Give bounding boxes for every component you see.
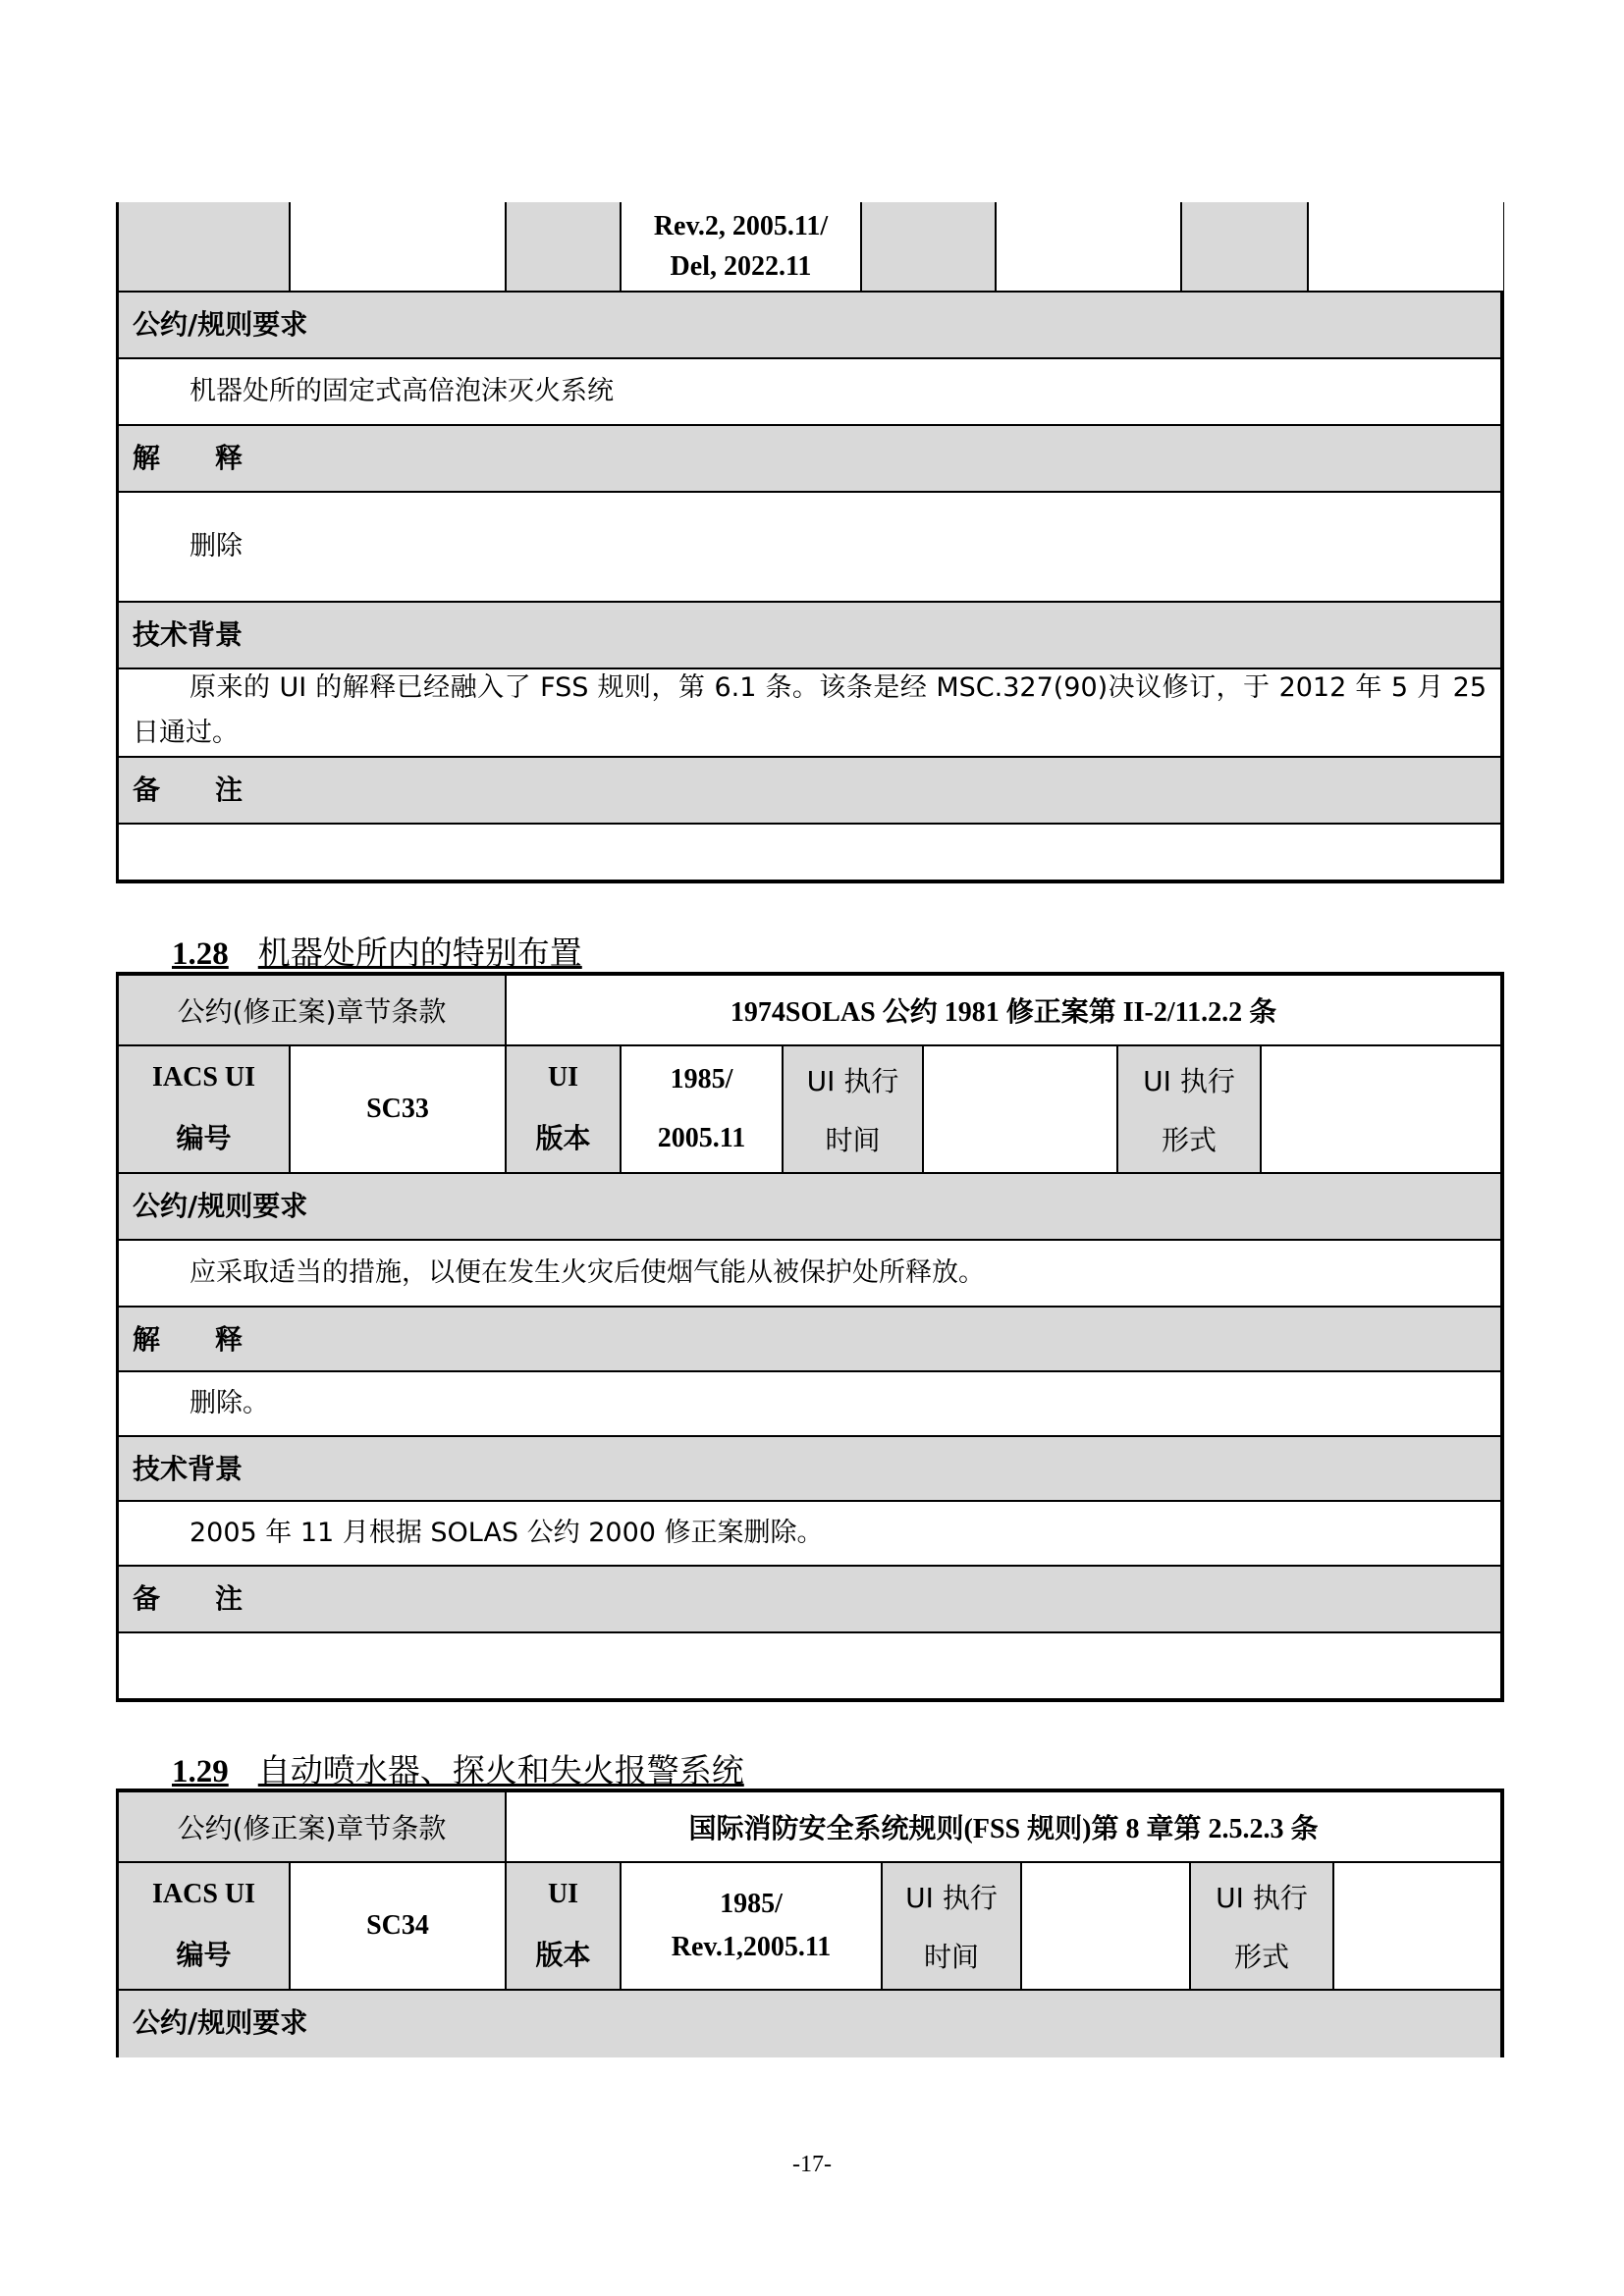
section-number: 1.28 [172, 936, 229, 972]
background-label: 技术背景 [133, 618, 244, 651]
section-title: 自动喷水器、探火和失火报警系统 [257, 1751, 744, 1789]
interpretation-text: 删除。 [189, 1388, 269, 1418]
ui-version-value: 1985/ Rev.1,2005.11 [671, 1889, 832, 1962]
ui-version-value: 1985/ 2005.11 [657, 1064, 746, 1153]
ui-number-value: SC33 [366, 1094, 429, 1124]
ui-version-label: UI 版本 [535, 1062, 591, 1154]
ui-number-label: IACS UI 编号 [151, 1062, 256, 1154]
section-heading-1-29 [172, 1745, 744, 1791]
remarks-label: 备 注 [133, 1582, 244, 1615]
remarks-label: 备 注 [133, 774, 244, 806]
ui-execution-time-label: UI 执行 时间 [806, 1065, 899, 1156]
regulation-label: 公约(修正案)章节条款 [177, 1812, 447, 1844]
interpretation-label: 解 释 [133, 442, 244, 474]
remarks-label-row [119, 758, 1500, 823]
ui-execution-time-label: UI 执行 时间 [905, 1882, 998, 1973]
table-sc33 [116, 972, 1504, 1702]
ui-execution-form-label: UI 执行 形式 [1216, 1882, 1308, 1973]
background-label: 技术背景 [133, 1453, 244, 1485]
requirement-label: 公约/规则要求 [133, 308, 308, 341]
interpretation-text: 删除 [189, 531, 243, 561]
requirement-label: 公约/规则要求 [133, 2006, 308, 2039]
ui-number-label: IACS UI 编号 [151, 1879, 256, 1971]
table-sc34 [116, 1789, 1504, 2057]
requirement-text-row [119, 359, 1500, 424]
regulation-value: 国际消防安全系统规则(FSS 规则)第 8 章第 2.5.2.3 条 [688, 1814, 1319, 1844]
requirement-text: 应采取适当的措施，以便在发生火灾后使烟气能从被保护处所释放。 [189, 1257, 985, 1288]
regulation-label: 公约(修正案)章节条款 [177, 995, 447, 1028]
background-text: 原来的 UI 的解释已经融入了 FSS 规则，第 6.1 条。该条是经 MSC.327(90)决议修订，于 2012 年 5 月 25 日通过。 [133, 672, 1487, 748]
background-text-row [119, 669, 1500, 756]
section-heading-1-28 [172, 928, 582, 974]
page-number: -17- [792, 2152, 832, 2177]
section-number: 1.29 [172, 1754, 229, 1789]
requirement-label: 公约/规则要求 [133, 1190, 308, 1222]
background-label-row [119, 603, 1500, 667]
regulation-value: 1974SOLAS 公约 1981 修正案第 II-2/11.2.2 条 [730, 997, 1277, 1028]
section-title: 机器处所内的特别布置 [257, 934, 582, 972]
remarks-text-row [119, 825, 1500, 880]
requirement-text: 机器处所的固定式高倍泡沫灭火系统 [189, 376, 614, 406]
ui-number-value: SC34 [366, 1910, 429, 1941]
background-text: 2005 年 11 月根据 SOLAS 公约 2000 修正案删除。 [189, 1518, 824, 1548]
ui-execution-form-label: UI 执行 形式 [1143, 1065, 1235, 1156]
table-continued [116, 202, 1504, 883]
version-line-1: Rev.2, 2005.11/ [653, 210, 829, 241]
version-line-2: Del, 2022.11 [670, 250, 812, 282]
ui-version-label: UI 版本 [535, 1879, 591, 1971]
interpretation-label: 解 释 [133, 1323, 244, 1356]
interpretation-text-row [119, 493, 1500, 601]
requirement-label-row [119, 293, 1500, 357]
interpretation-label-row [119, 426, 1500, 491]
version-cell [622, 202, 860, 291]
